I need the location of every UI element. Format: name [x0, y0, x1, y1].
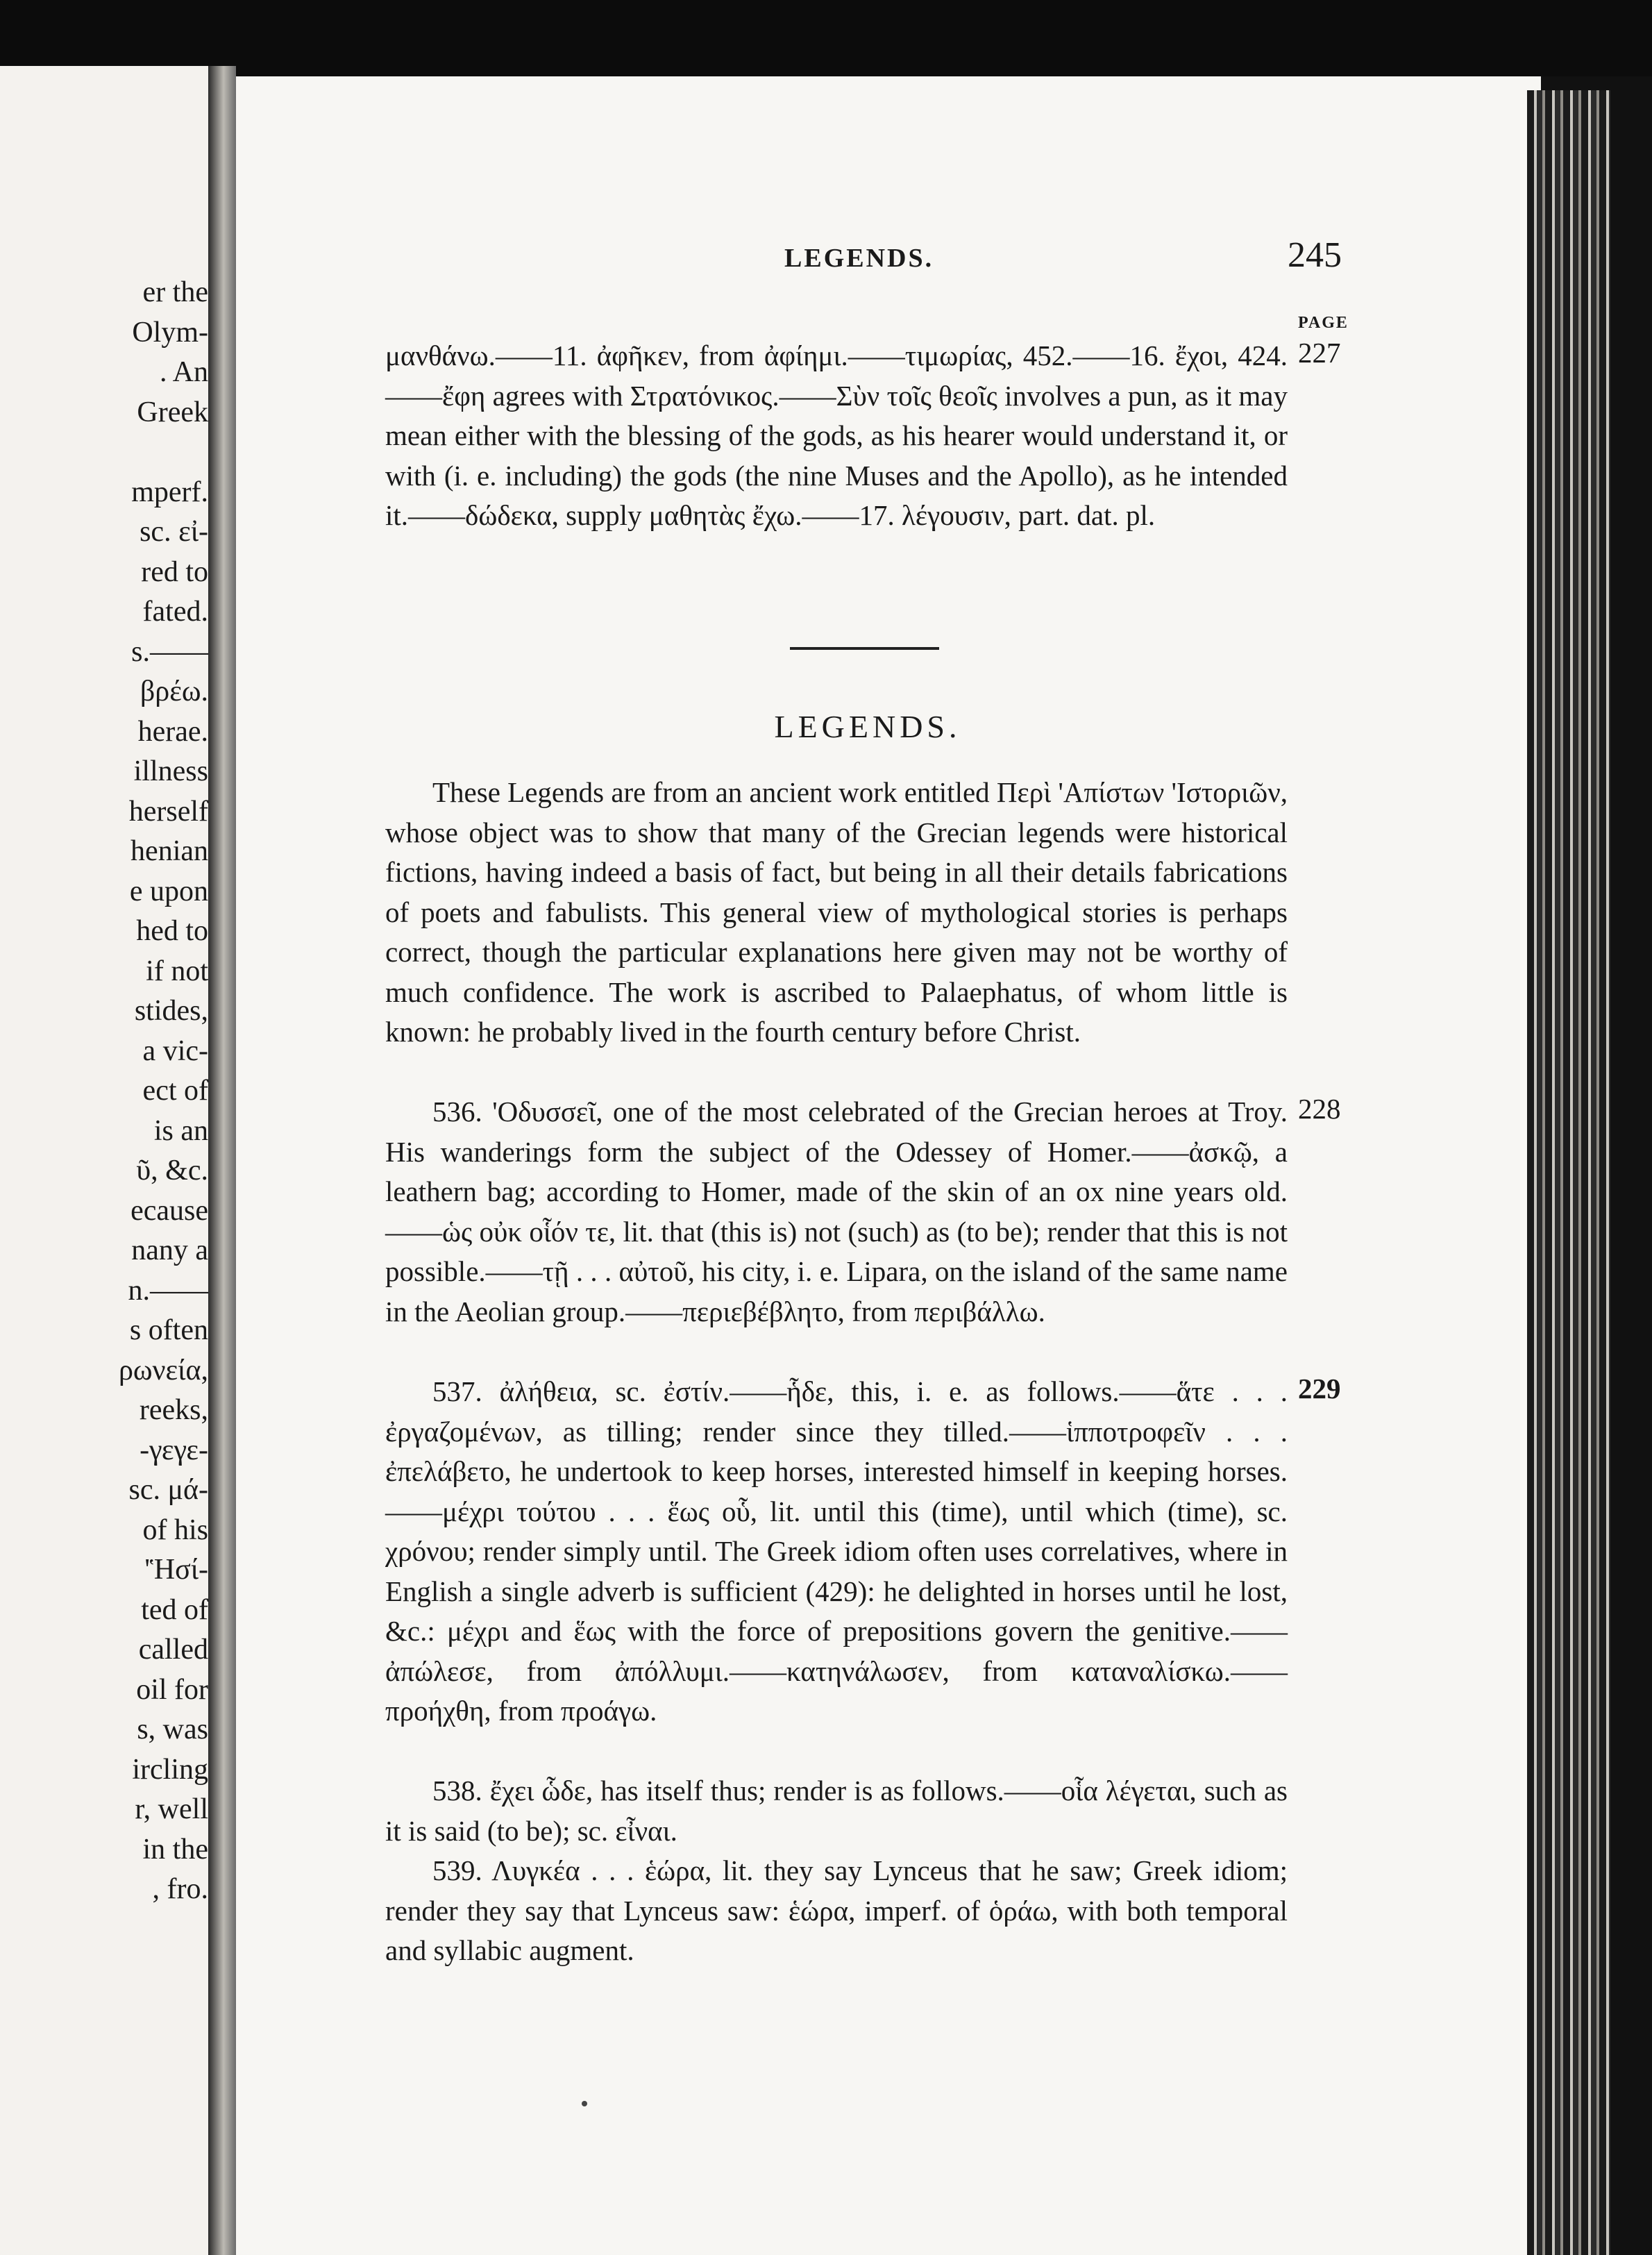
note-536-block [385, 1092, 1288, 1332]
note-539: 539. Λυγκέα . . . ἑώρα, lit. they say Lynceus that he saw; Greek idiom; render they say that Lynceus saw: ἑώρα, imperf. of ὁράω, with both temporal and syllabic augment. [385, 1854, 1288, 1966]
margin-reference: 229 [1298, 1373, 1341, 1405]
facing-page-line: red to [141, 555, 208, 588]
facing-page-line: illness [133, 755, 208, 787]
facing-page-line: nany a [131, 1234, 208, 1266]
facing-page-line: . An [159, 356, 208, 388]
facing-page-line: ρωνεία, [118, 1354, 208, 1386]
facing-page-line: oil for [136, 1673, 208, 1706]
note-538-block [385, 1771, 1288, 1851]
facing-page-line: Olym- [132, 316, 208, 349]
facing-page-line: reeks, [139, 1394, 208, 1426]
facing-page-line: -γεγε- [140, 1434, 208, 1466]
facing-page-line: ῦ, &c. [136, 1155, 208, 1187]
notes-continued [385, 336, 1288, 536]
section-heading: LEGENDS. [774, 709, 961, 744]
facing-page-line: sc. εἰ- [140, 516, 208, 548]
facing-page-line: ect of [142, 1075, 208, 1107]
facing-page-line: 'Ἡσί- [144, 1554, 208, 1586]
facing-page-line: a vic- [142, 1034, 208, 1067]
facing-page-line: Greek [137, 396, 208, 428]
facing-page-line: s, was [137, 1713, 208, 1745]
facing-page-line: , fro. [152, 1873, 208, 1905]
intro-block [385, 773, 1288, 1053]
facing-page-fragment [0, 66, 208, 2255]
facing-page-line: herae. [137, 715, 208, 748]
note-537-block [385, 1372, 1288, 1732]
facing-page-line: e upon [129, 875, 208, 907]
page-edges [1527, 90, 1610, 2255]
facing-page-line: if not [146, 955, 208, 987]
facing-page-line: βρέω. [140, 676, 208, 707]
running-head: LEGENDS. [784, 244, 934, 273]
section-divider [790, 647, 939, 650]
facing-page-line: of his [142, 1514, 208, 1546]
facing-page-line: mperf. [131, 476, 208, 508]
facing-page-line: er the [142, 276, 208, 308]
note-539-block [385, 1851, 1288, 1971]
book-gutter [208, 66, 236, 2255]
margin-page-label: PAGE [1298, 314, 1349, 332]
facing-page-line: in the [142, 1833, 208, 1866]
facing-page-line: hed to [136, 915, 208, 947]
facing-page-line: is an [153, 1114, 208, 1147]
note-537: 537. ἀλήθεια, sc. ἐστίν.——ἧδε, this, i. e. as follows.——ἅτε . . . ἐργαζομένων, as tilling; render since they tilled.——ἱπποτροφεῖν . . . ἐπελάβετο, he undertook to keep horses, interested himself in keeping horses.——μέχρι τούτου . . . ἕως οὗ, lit. until this (time), until which (time), sc. χρόνου; render simply until. The Greek idiom often uses correlatives, where in English a single adverb is sufficient (429): he delighted in horses until he lost, &c.: μέχρι and ἕως with the force of prepositions govern the genitive.——ἀπώλεσε, from ἀπόλλυμι.——κατηνάλωσεν, from καταναλίσκω.——προήχθη, from προάγω. [385, 1375, 1288, 1727]
intro-paragraph: These Legends are from an ancient work entitled Περὶ 'Απίστων 'Ιστοριῶν, whose object was to show that many of the Grecian legends were historical fictions, having indeed a basis of fact, but being in all their details fabrications of poets and fabulists. This general view of mythological stories is perhaps correct, though the particular explanations here given may not be worthy of much confidence. The work is ascribed to Palaephatus, of whom little is known: he probably lived in the fourth century before Christ. [385, 776, 1288, 1048]
facing-page-line: n.—— [128, 1274, 208, 1307]
facing-page-line: fated. [142, 596, 208, 628]
facing-page-line: stides, [134, 995, 208, 1027]
notes-paragraph: μανθάνω.——11. ἀφῆκεν, from ἀφίημι.——τιμωρίας, 452.——16. ἔχοι, 424.——ἔφη agrees with Στρατόνικος.——Σὺν τοῖς θεοῖς involves a pun, as it may mean either with the blessing of the gods, as his hearer would understand it, or with (i. e. including) the gods (the nine Muses and the Apollo), as he intended it.——δώδεκα, supply μαθητὰς ἔχω.——17. λέγουσιν, part. dat. pl. [385, 339, 1288, 531]
page-number: 245 [1288, 235, 1342, 275]
margin-reference: 227 [1298, 337, 1341, 369]
facing-page-line: called [138, 1634, 208, 1666]
facing-page-line: r, well [135, 1793, 208, 1825]
facing-page-line: ircling [132, 1753, 208, 1786]
margin-reference: 228 [1298, 1093, 1341, 1125]
facing-page-line: henian [130, 835, 208, 867]
facing-page-line: s often [129, 1314, 208, 1346]
note-536: 536. 'Οδυσσεῖ, one of the most celebrated of the Grecian heroes at Troy. His wanderings form the subject of the Odessey of Homer.——ἀσκῷ, a leathern bag; according to Homer, made of the skin of an ox nine years old.——ὡς οὐκ οἷόν τε, lit. that (this is) not (such) as (to be); render that this is not possible.——τῇ . . . αὐτοῦ, his city, i. e. Lipara, on the island of the same name in the Aeolian group.——περιεβέβλητο, from περιβάλλω. [385, 1096, 1288, 1327]
note-538: 538. ἔχει ὧδε, has itself thus; render is as follows.——οἷα λέγεται, such as it is said (to be); sc. εἶναι. [385, 1775, 1288, 1847]
facing-page-line: ted of [141, 1593, 208, 1626]
facing-page-line: herself [128, 795, 208, 828]
facing-page-line: sc. μά- [128, 1474, 208, 1506]
scan-top-border [0, 0, 1652, 76]
facing-page-line: ecause [130, 1194, 208, 1227]
ink-speck [582, 2101, 587, 2106]
facing-page-line: s.—— [131, 635, 208, 668]
